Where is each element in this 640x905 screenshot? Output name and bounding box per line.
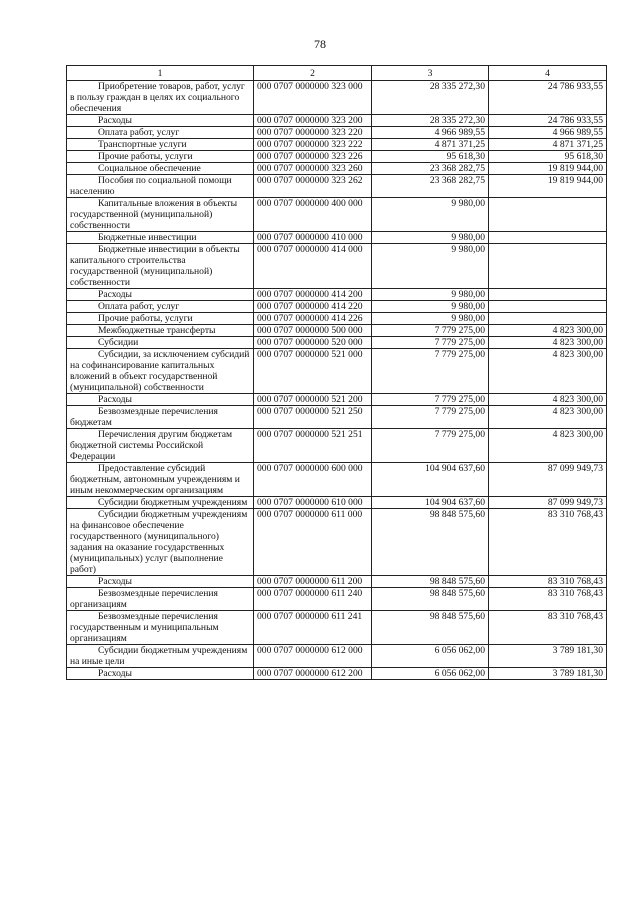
row-value-3-cell: 95 618,30 bbox=[372, 151, 489, 163]
row-code-cell: 000 0707 0000000 611 241 bbox=[254, 611, 372, 645]
table-header-row bbox=[67, 66, 607, 81]
table-row bbox=[67, 394, 607, 406]
row-value-4-cell: 83 310 768,43 bbox=[489, 509, 607, 576]
table-row bbox=[67, 81, 607, 115]
row-value-4-cell: 24 786 933,55 bbox=[489, 115, 607, 127]
row-code-cell: 000 0707 0000000 323 000 bbox=[254, 81, 372, 115]
row-code-cell: 000 0707 0000000 323 260 bbox=[254, 163, 372, 175]
row-value-3-cell: 23 368 282,75 bbox=[372, 175, 489, 198]
row-value-4-cell: 24 786 933,55 bbox=[489, 81, 607, 115]
row-name-cell: Субсидии бюджетным учреждениям на иные цели bbox=[67, 645, 254, 668]
table-row bbox=[67, 232, 607, 244]
row-name-cell: Транспортные услуги bbox=[67, 139, 254, 151]
column-header-3: 3 bbox=[372, 66, 489, 81]
table-row bbox=[67, 668, 607, 680]
row-value-3-cell: 4 966 989,55 bbox=[372, 127, 489, 139]
row-value-4-cell: 3 789 181,30 bbox=[489, 668, 607, 680]
row-value-4-cell: 87 099 949,73 bbox=[489, 463, 607, 497]
row-name-cell: Предоставление субсидий бюджетным, автономным учреждениям и иным некоммерческим организациям bbox=[67, 463, 254, 497]
row-code-cell: 000 0707 0000000 611 200 bbox=[254, 576, 372, 588]
row-value-3-cell: 7 779 275,00 bbox=[372, 429, 489, 463]
row-value-3-cell: 28 335 272,30 bbox=[372, 115, 489, 127]
row-name-cell: Перечисления другим бюджетам бюджетной системы Российской Федерации bbox=[67, 429, 254, 463]
row-value-3-cell: 98 848 575,60 bbox=[372, 509, 489, 576]
row-code-cell: 000 0707 0000000 611 240 bbox=[254, 588, 372, 611]
row-value-4-cell: 83 310 768,43 bbox=[489, 576, 607, 588]
row-value-4-cell bbox=[489, 289, 607, 301]
row-value-3-cell: 4 871 371,25 bbox=[372, 139, 489, 151]
row-code-cell: 000 0707 0000000 414 200 bbox=[254, 289, 372, 301]
row-value-4-cell: 4 823 300,00 bbox=[489, 406, 607, 429]
row-code-cell: 000 0707 0000000 400 000 bbox=[254, 198, 372, 232]
row-code-cell: 000 0707 0000000 612 200 bbox=[254, 668, 372, 680]
table-row bbox=[67, 611, 607, 645]
row-name-cell: Расходы bbox=[67, 289, 254, 301]
row-code-cell: 000 0707 0000000 612 000 bbox=[254, 645, 372, 668]
row-code-cell: 000 0707 0000000 520 000 bbox=[254, 337, 372, 349]
row-code-cell: 000 0707 0000000 500 000 bbox=[254, 325, 372, 337]
row-value-4-cell: 4 823 300,00 bbox=[489, 394, 607, 406]
page-number: 78 bbox=[314, 37, 326, 51]
row-code-cell: 000 0707 0000000 323 200 bbox=[254, 115, 372, 127]
row-name-cell: Субсидии, за исключением субсидий на софинансирование капитальных вложений в объект государственной (муниципальной) собственности bbox=[67, 349, 254, 394]
row-name-cell: Безвозмездные перечисления бюджетам bbox=[67, 406, 254, 429]
row-name-cell: Прочие работы, услуги bbox=[67, 151, 254, 163]
row-code-cell: 000 0707 0000000 521 251 bbox=[254, 429, 372, 463]
table-row bbox=[67, 588, 607, 611]
column-header-1: 1 bbox=[67, 66, 254, 81]
table-row bbox=[67, 497, 607, 509]
row-value-3-cell: 98 848 575,60 bbox=[372, 611, 489, 645]
row-code-cell: 000 0707 0000000 521 250 bbox=[254, 406, 372, 429]
row-value-4-cell: 4 966 989,55 bbox=[489, 127, 607, 139]
row-code-cell: 000 0707 0000000 414 000 bbox=[254, 244, 372, 289]
row-code-cell: 000 0707 0000000 611 000 bbox=[254, 509, 372, 576]
row-name-cell: Прочие работы, услуги bbox=[67, 313, 254, 325]
row-name-cell: Безвозмездные перечисления государственным и муниципальным организациям bbox=[67, 611, 254, 645]
row-code-cell: 000 0707 0000000 521 000 bbox=[254, 349, 372, 394]
row-name-cell: Оплата работ, услуг bbox=[67, 127, 254, 139]
row-code-cell: 000 0707 0000000 521 200 bbox=[254, 394, 372, 406]
row-name-cell: Расходы bbox=[67, 115, 254, 127]
row-name-cell: Приобретение товаров, работ, услуг в пользу граждан в целях их социального обеспечения bbox=[67, 81, 254, 115]
row-value-4-cell bbox=[489, 301, 607, 313]
table-row bbox=[67, 406, 607, 429]
table-row bbox=[67, 127, 607, 139]
table-row bbox=[67, 463, 607, 497]
table-row bbox=[67, 337, 607, 349]
table-row bbox=[67, 163, 607, 175]
row-code-cell: 000 0707 0000000 323 222 bbox=[254, 139, 372, 151]
row-value-3-cell: 104 904 637,60 bbox=[372, 497, 489, 509]
column-header-2: 2 bbox=[254, 66, 372, 81]
row-name-cell: Субсидии бюджетным учреждениям bbox=[67, 497, 254, 509]
row-value-3-cell: 6 056 062,00 bbox=[372, 645, 489, 668]
row-value-4-cell: 4 823 300,00 bbox=[489, 349, 607, 394]
column-header-4: 4 bbox=[489, 66, 607, 81]
table-row bbox=[67, 301, 607, 313]
row-value-4-cell: 19 819 944,00 bbox=[489, 175, 607, 198]
row-name-cell: Пособия по социальной помощи населению bbox=[67, 175, 254, 198]
row-value-4-cell: 83 310 768,43 bbox=[489, 588, 607, 611]
row-value-3-cell: 9 980,00 bbox=[372, 313, 489, 325]
budget-table bbox=[66, 65, 607, 680]
row-value-4-cell bbox=[489, 198, 607, 232]
row-code-cell: 000 0707 0000000 610 000 bbox=[254, 497, 372, 509]
table-row bbox=[67, 645, 607, 668]
table-row bbox=[67, 576, 607, 588]
row-value-4-cell: 4 823 300,00 bbox=[489, 429, 607, 463]
row-name-cell: Бюджетные инвестиции в объекты капитального строительства государственной (муниципальной) собственности bbox=[67, 244, 254, 289]
table-row bbox=[67, 151, 607, 163]
row-value-3-cell: 9 980,00 bbox=[372, 232, 489, 244]
row-value-3-cell: 7 779 275,00 bbox=[372, 325, 489, 337]
table-row bbox=[67, 198, 607, 232]
row-code-cell: 000 0707 0000000 323 220 bbox=[254, 127, 372, 139]
row-value-3-cell: 104 904 637,60 bbox=[372, 463, 489, 497]
row-value-4-cell: 3 789 181,30 bbox=[489, 645, 607, 668]
row-value-4-cell: 4 823 300,00 bbox=[489, 325, 607, 337]
row-value-4-cell: 4 823 300,00 bbox=[489, 337, 607, 349]
row-value-3-cell: 7 779 275,00 bbox=[372, 406, 489, 429]
row-value-4-cell bbox=[489, 232, 607, 244]
row-code-cell: 000 0707 0000000 414 226 bbox=[254, 313, 372, 325]
row-value-4-cell: 87 099 949,73 bbox=[489, 497, 607, 509]
row-value-3-cell: 6 056 062,00 bbox=[372, 668, 489, 680]
row-value-3-cell: 28 335 272,30 bbox=[372, 81, 489, 115]
row-value-3-cell: 9 980,00 bbox=[372, 301, 489, 313]
table-body bbox=[67, 81, 607, 680]
table-row bbox=[67, 509, 607, 576]
row-name-cell: Безвозмездные перечисления организациям bbox=[67, 588, 254, 611]
row-name-cell: Расходы bbox=[67, 668, 254, 680]
row-value-3-cell: 98 848 575,60 bbox=[372, 588, 489, 611]
row-name-cell: Капитальные вложения в объекты государственной (муниципальной) собственности bbox=[67, 198, 254, 232]
table-row bbox=[67, 313, 607, 325]
row-value-4-cell bbox=[489, 313, 607, 325]
table-row bbox=[67, 325, 607, 337]
row-name-cell: Субсидии бюджетным учреждениям на финансовое обеспечение государственного (муниципального) задания на оказание государственных (муниципальных) услуг (выполнение работ) bbox=[67, 509, 254, 576]
row-value-3-cell: 7 779 275,00 bbox=[372, 337, 489, 349]
table-row bbox=[67, 139, 607, 151]
row-code-cell: 000 0707 0000000 414 220 bbox=[254, 301, 372, 313]
row-value-3-cell: 7 779 275,00 bbox=[372, 394, 489, 406]
row-value-3-cell: 9 980,00 bbox=[372, 244, 489, 289]
table-row bbox=[67, 429, 607, 463]
row-code-cell: 000 0707 0000000 600 000 bbox=[254, 463, 372, 497]
row-code-cell: 000 0707 0000000 323 226 bbox=[254, 151, 372, 163]
row-value-4-cell: 19 819 944,00 bbox=[489, 163, 607, 175]
table-row bbox=[67, 175, 607, 198]
row-value-4-cell bbox=[489, 244, 607, 289]
row-name-cell: Расходы bbox=[67, 576, 254, 588]
row-value-4-cell: 4 871 371,25 bbox=[489, 139, 607, 151]
row-value-3-cell: 9 980,00 bbox=[372, 289, 489, 301]
row-value-3-cell: 9 980,00 bbox=[372, 198, 489, 232]
table-row bbox=[67, 244, 607, 289]
table-row bbox=[67, 115, 607, 127]
row-name-cell: Межбюджетные трансферты bbox=[67, 325, 254, 337]
row-name-cell: Оплата работ, услуг bbox=[67, 301, 254, 313]
row-name-cell: Бюджетные инвестиции bbox=[67, 232, 254, 244]
row-value-3-cell: 7 779 275,00 bbox=[372, 349, 489, 394]
row-code-cell: 000 0707 0000000 323 262 bbox=[254, 175, 372, 198]
row-name-cell: Расходы bbox=[67, 394, 254, 406]
row-value-3-cell: 98 848 575,60 bbox=[372, 576, 489, 588]
row-name-cell: Социальное обеспечение bbox=[67, 163, 254, 175]
row-value-3-cell: 23 368 282,75 bbox=[372, 163, 489, 175]
table-row bbox=[67, 289, 607, 301]
row-value-4-cell: 95 618,30 bbox=[489, 151, 607, 163]
row-value-4-cell: 83 310 768,43 bbox=[489, 611, 607, 645]
table-row bbox=[67, 349, 607, 394]
row-code-cell: 000 0707 0000000 410 000 bbox=[254, 232, 372, 244]
row-name-cell: Субсидии bbox=[67, 337, 254, 349]
